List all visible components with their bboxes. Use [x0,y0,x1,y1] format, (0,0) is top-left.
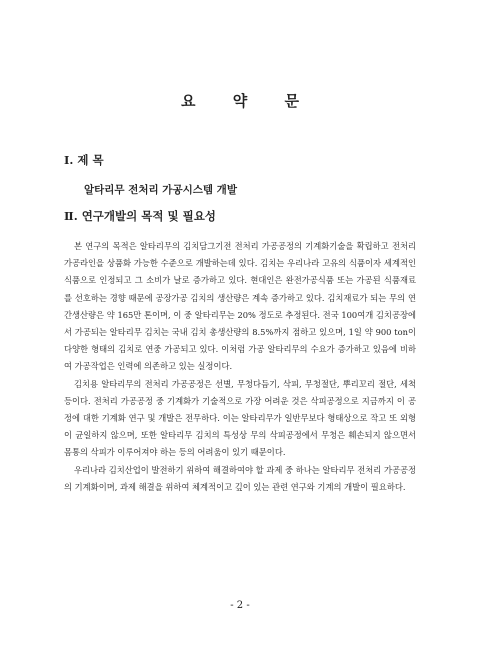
body-paragraph-3: 우리나라 김치산업이 발전하기 위하여 해결하여야 할 과제 중 하나는 알타리무 전처리 가공공정의 기계화이며, 과제 해결을 위하여 체계적이고 깊이 있는 관련 연구와 기계의 개발이 필요하다. [64,464,416,492]
body-paragraph-2: 김치용 알타리무의 전처리 가공공정은 선별, 무청다듬기, 삭피, 무청절단, 뿌리꼬리 절단, 세척 등이다. 전처리 가공공정 중 기계화가 기술적으로 가장 어려운 것은 삭피공정으로 지금까지 이 공정에 대한 기계화 연구 및 개발은 전무하다. 이는 알타리무가 일반무보다 형태상으로 작고 또 외형이 균일하지 않으며, 또한 알타리무 김치의 특성상 무의 삭피공정에서 무청은 훼손되지 않으면서 몸통의 삭피가 이루어져야 하는 등의 어려움이 있기 때문이다. [64,378,416,458]
project-title: 알타리무 전처리 가공시스템 개발 [84,184,237,196]
body-paragraph-1: 본 연구의 목적은 알타리무의 김치담그기전 전처리 가공공정의 기계화기술을 확립하고 전처리 가공라인을 상품화 가능한 수준으로 개발하는데 있다. 김치는 우리나라 고유의 식품이자 세계적인 식품으로 인정되고 그 소비가 날로 증가하고 있다. 현대인은 완전가공식품 또는 가공된 식품재료를 선호하는 경향 때문에 공장가공 김치의 생산량은 계속 증가하고 있다. 김치재료가 되는 무의 연간생산량은 약 165만 톤이며, 이 중 알타리무는 20% 정도로 추정된다. 전국 100여개 김치공장에서 가공되는 알타리무 김치는 국내 김치 총생산량의 8.5%까지 점하고 있으며, 1일 약 900 ton이 다양한 형태의 김치로 연중 가공되고 있다. 이처럼 가공 알타리무의 수요가 증가하고 있음에 비하여 가공작업은 인력에 의존하고 있는 실정이다. [64,241,416,372]
section-2-heading: Ⅱ. 연구개발의 목적 및 필요성 [64,209,216,223]
section-1-heading: Ⅰ. 제 목 [64,153,104,167]
page-number: - 2 - [230,600,250,611]
section-2-body [64,238,416,496]
page-title: 요 약 문 [181,92,315,110]
